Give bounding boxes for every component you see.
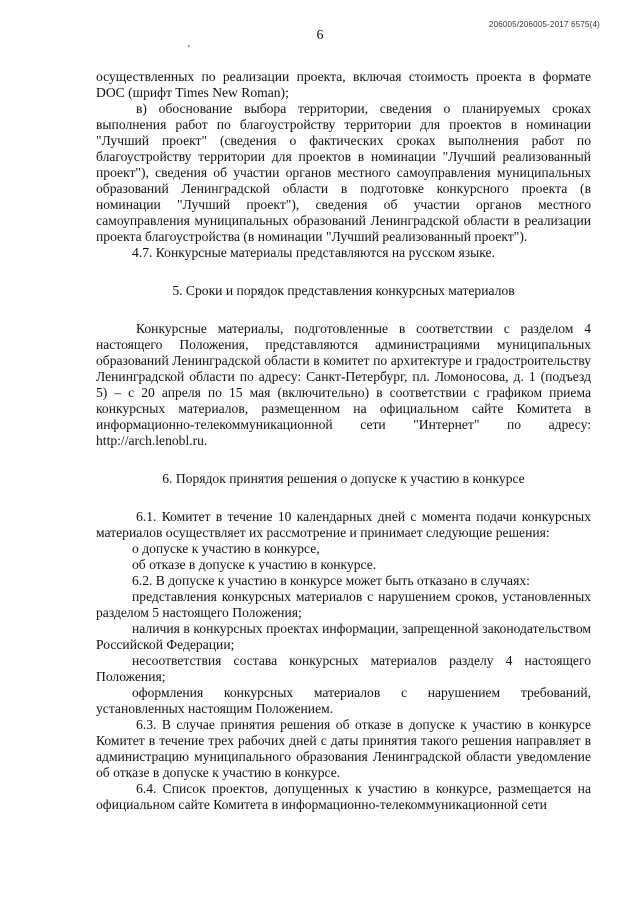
- paragraph-6-2: 6.2. В допуске к участию в конкурсе может быть отказано в случаях:: [132, 573, 530, 588]
- paragraph-continuation: осуществленных по реализации проекта, включая стоимость проекта в формате DOC (шрифт Times New Roman);: [96, 69, 591, 100]
- paragraph-section-5: Конкурсные материалы, подготовленные в соответствии с разделом 4 настоящего Положения, представляются администрациями муниципальных образований Ленинградской области в комитет по архитектуре и градостроительству Ленинградской области по адресу: Санкт-Петербург, пл. Ломоносова, д. 1 (подъезд 5) – с 20 апреля по 15 мая (включительно) в соответствии с графиком приема конкурсных материалов, размещенном на официальном сайте Комитета в информационно-телекоммуникационной сети "Интернет" по адресу: http://arch.lenobl.ru.: [96, 321, 591, 448]
- paragraph-6-2-c: несоответствия состава конкурсных материалов разделу 4 настоящего Положения;: [96, 653, 591, 684]
- paragraph-6-2-d: оформления конкурсных материалов с нарушением требований, установленных настоящим Положением.: [96, 685, 591, 716]
- document-id: 206005/206005-2017 6575(4): [488, 20, 600, 29]
- paragraph-6-3: 6.3. В случае принятия решения об отказе в допуске к участию в конкурсе Комитет в течение трех рабочих дней с даты принятия такого решения направляет в администрацию муниципального образования Ленинградской области уведомление об отказе в допуске к участию в конкурсе.: [96, 717, 591, 780]
- paragraph-6-1: 6.1. Комитет в течение 10 календарных дней с момента подачи конкурсных материалов осуществляет их рассмотрение и принимает следующие решения:: [96, 509, 591, 540]
- paragraph-6-4: 6.4. Список проектов, допущенных к участию в конкурсе, размещается на официальном сайте Комитета в информационно-телекоммуникационной сети: [96, 781, 591, 812]
- paragraph-4-7: 4.7. Конкурсные материалы представляются на русском языке.: [132, 245, 495, 260]
- section-5-title: 5. Сроки и порядок представления конкурсных материалов: [172, 283, 515, 298]
- paragraph-6-2-b: наличия в конкурсных проектах информации, запрещенной законодательством Российской Федерации;: [96, 621, 591, 652]
- paragraph-6-2-a: представления конкурсных материалов с нарушением сроков, установленных разделом 5 настоящего Положения;: [96, 589, 591, 620]
- paragraph-item-v: в) обоснование выбора территории, сведения о планируемых сроках выполнения работ по благоустройству территории для проектов в номинации "Лучший проект" (сведения о фактических сроках выполнения работ по благоустройству территории для проектов в номинации "Лучший реализованный проект"), сведения об участии органов местного самоуправления муниципальных образований Ленинградской области в подготовке конкурсного проекта (в номинации "Лучший проект"), сведения об участии органов местного самоуправления муниципальных образований Ленинградской области в реализации проекта благоустройства (в номинации "Лучший реализованный проект").: [96, 101, 591, 244]
- paragraph-6-1-b: об отказе в допуске к участию в конкурсе.: [132, 557, 377, 572]
- paragraph-6-1-a: о допуске к участию в конкурсе,: [132, 541, 320, 556]
- document-body: [96, 69, 591, 813]
- page-number: 6: [316, 28, 324, 43]
- section-6-title: 6. Порядок принятия решения о допуске к участию в конкурсе: [162, 471, 525, 486]
- stray-mark: ': [188, 44, 190, 55]
